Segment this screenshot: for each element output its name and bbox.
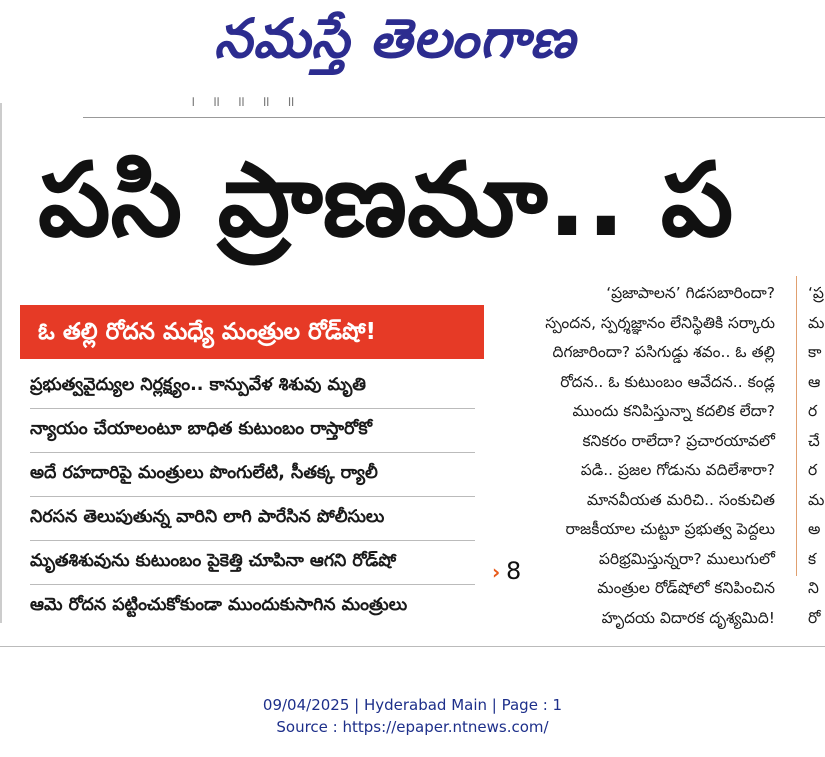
bullet-item: ఆమె రోదన పట్టించుకోకుండా ముందుకుసాగిన మంత్రులు	[30, 595, 408, 615]
fragment-line: మ	[808, 313, 825, 332]
fragment-line: ఆ	[808, 372, 821, 391]
bullet-item: మృతశిశువును కుటుంబం పైకెత్తి చూపినా ఆగని రోడ్‌షో	[30, 541, 475, 585]
faint-cut-line: । ॥ ॥ ॥ ॥	[190, 94, 301, 110]
fragment-line: అ	[808, 520, 821, 538]
bullet-item: నిరసన తెలుపుతున్న వారిని లాగి పారేసిన పోలీసులు	[30, 497, 475, 541]
fragment-line: క	[808, 549, 817, 568]
main-headline: పసి ప్రాణమా.. ప	[38, 141, 734, 260]
adjacent-column-fragment	[808, 279, 825, 633]
fragment-line: ‘ప్ర	[808, 284, 824, 302]
chevron-right-icon: ›	[492, 560, 501, 584]
column-line: దిగజారిందా? పసిగుడ్డు శవం.. ఓ తల్లి	[552, 343, 775, 361]
article-column	[500, 279, 775, 633]
footer-source: Source : https://epaper.ntnews.com/	[276, 718, 549, 736]
newspaper-logo: నమస్తే తెలంగాణ	[214, 7, 576, 70]
bullet-item: అదే రహదారిపై మంత్రులు పొంగులేటి, సీతక్క ర్యాలీ	[30, 453, 475, 497]
fragment-line: ర	[808, 402, 818, 420]
jump-page-number: 8	[506, 557, 522, 585]
column-line: ‘ప్రజాపాలన’ గిడసబారిందా?	[606, 284, 775, 302]
page-left-edge	[0, 103, 2, 623]
subheadline-banner	[20, 305, 484, 359]
column-line: ముందు కనిపిస్తున్నా కదలిక లేదా?	[572, 402, 775, 420]
column-divider	[796, 276, 797, 576]
banner-text: ఓ తల్లి రోదన మధ్యే మంత్రుల రోడ్‌షో!	[38, 319, 376, 345]
fragment-line: కా	[808, 343, 822, 361]
footer-date-page: 09/04/2025 | Hyderabad Main | Page : 1	[262, 696, 563, 714]
column-line: మంత్రుల రోడ్‌షోలో కనిపించిన	[597, 579, 775, 597]
fragment-line: ని	[808, 579, 819, 597]
masthead	[0, 0, 825, 80]
column-line: మానవీయత మరిచి.. సంకుచిత	[586, 490, 775, 509]
column-line: పరిభ్రమిస్తున్నరా? ములుగులో	[598, 549, 775, 568]
page-jump	[492, 557, 532, 587]
bottom-divider	[0, 646, 825, 647]
bullet-item: ప్రభుత్వవైద్యుల నిర్లక్ష్యం.. కాన్పువేళ శిశువు మృతి	[30, 365, 475, 409]
fragment-line: చే	[808, 431, 820, 450]
column-line: రాజకీయాల చుట్టూ ప్రభుత్వ పెద్దలు	[565, 520, 775, 538]
column-line: హృదయ విదారక దృశ్యమిది!	[601, 608, 775, 627]
column-line: స్పందన, స్పర్శజ్ఞానం లేనిస్థితికి సర్కారు	[545, 313, 775, 332]
bullet-list	[30, 365, 475, 628]
footer	[0, 694, 825, 738]
column-line: పడి.. ప్రజల గోడును వదిలేశారా?	[580, 461, 775, 479]
fragment-line: ర	[808, 461, 818, 479]
fragment-line: మ	[808, 490, 825, 509]
column-line: రోదన.. ఓ కుటుంబం ఆవేదన.. కండ్ల	[560, 372, 775, 391]
column-line: కనికరం రాలేదా? ప్రచారయావలో	[582, 431, 775, 450]
fragment-line: రో	[808, 608, 821, 627]
top-divider	[83, 117, 825, 118]
bullet-item: న్యాయం చేయాలంటూ బాధిత కుటుంబం రాస్తారోకో	[30, 409, 475, 453]
